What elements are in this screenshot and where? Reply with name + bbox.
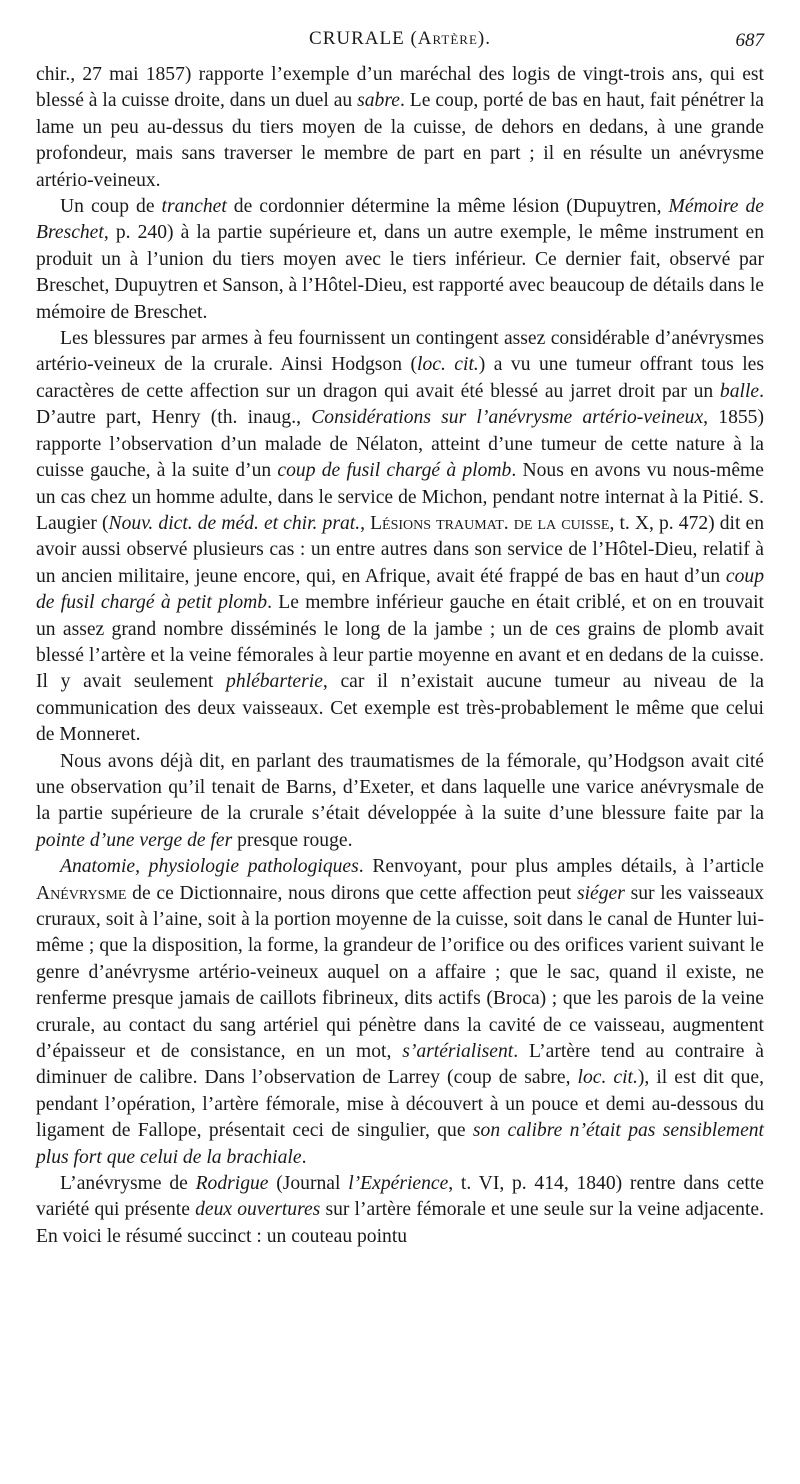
paragraph xyxy=(36,749,764,855)
text-run: , 1855) rapporte l’observation d’un malade de Nélaton, atteint d’une tumeur de cette nature à la cuisse gauche, à la suite d’un xyxy=(36,407,764,482)
small-caps-text: Lésions traumat. de la cuisse xyxy=(370,512,610,534)
text-run: , p. 240) à la partie supérieure et, dans un autre exemple, le même instrument en produit un à l’union du tiers moyen avec le tiers inférieur. Ce dernier fait, observé par Breschet, Dupuytren et Sanson, à l’Hôtel-Dieu, est rapporté avec beaucoup de détails dans le mémoire de Breschet. xyxy=(36,222,764,323)
italic-text: coup de fusil chargé à petit plomb xyxy=(36,565,764,614)
italic-text: Rodrigue xyxy=(195,1173,269,1195)
text-run: sur les vaisseaux cruraux, soit à l’aine, soit à la portion moyenne de la cuisse, soit dans le canal de Hunter lui-même ; que la disposition, la forme, la grandeur de l’orifice ou des orifices varient suivant le genre d’anévrysme artério-veineux auquel on a affaire ; que le sac, quand il existe, ne renferme presque jamais de caillots fibrineux, dits actifs (Broca) ; que les parois de la veine crurale, au contact du sang artériel qui pénètre dans la cavité de ce vaisseau, augmentent d’épaisseur et de consistance, en un mot, xyxy=(36,882,764,1063)
text-run: Les blessures par armes à feu fournissent un contingent assez considérable d’anévrysmes artério-veineux de la crurale. Ainsi Hodgson ( xyxy=(36,328,764,376)
text-run: (Journal xyxy=(268,1173,349,1195)
italic-text: balle xyxy=(719,380,760,402)
text-run: . Le coup, porté de bas en haut, fait pénétrer la lame un peu au-dessus du tiers moyen de la cuisse, de dehors en dedans, à une grande profondeur, mais sans traverser le membre de part en part ; il en résulte un anévrysme artério-veineux. xyxy=(36,90,765,191)
text-run: . Renvoyant, pour plus amples détails, à l’article xyxy=(358,856,764,878)
italic-text: Mémoire de Breschet xyxy=(36,196,764,244)
italic-text: son calibre n’était pas sensiblement plus fort que celui de la brachiale xyxy=(36,1120,765,1168)
text-run: Un coup de xyxy=(60,196,162,218)
text-run: ), il est dit que, pendant l’opération, l’artère fémorale, mise à découvert à un pouce et demi au-dessous du ligament de Fallope, présentait ceci de singulier, que xyxy=(36,1067,764,1142)
paragraph xyxy=(36,854,764,1171)
text-run: , xyxy=(360,512,371,534)
italic-text: phlébarterie xyxy=(226,671,323,693)
italic-text: loc. cit. xyxy=(417,354,479,376)
italic-text: Nouv. dict. de méd. et chir. prat. xyxy=(108,512,361,534)
italic-text: pointe d’une verge de fer xyxy=(36,829,233,851)
paragraph xyxy=(36,326,764,749)
paragraph xyxy=(36,1171,764,1250)
running-head-subtitle: (Artère). xyxy=(410,28,491,49)
text-run: ) a vu une tumeur offrant tous les caractères de cette affection sur un dragon qui avait été blessé au jarret droit par un xyxy=(36,354,764,402)
italic-text: coup de fusil chargé à plomb xyxy=(277,460,512,482)
body-text xyxy=(36,62,764,1250)
text-run: . D’autre part, Henry (th. inaug., xyxy=(36,380,764,429)
text-run: , car il n’existait aucune tumeur au niveau de la communication des deux vaisseaux. Cet exemple est très-probablement le même que celui de Monneret. xyxy=(36,671,765,746)
book-page xyxy=(36,28,764,1250)
text-run: L’anévrysme de xyxy=(60,1173,196,1195)
text-run: chir., 27 mai 1857) rapporte l’exemple d’un maréchal des logis de vingt-trois ans, qui est blessé à la cuisse droite, dans un duel au xyxy=(36,64,764,112)
italic-text: Considérations sur l’anévrysme artério-veineux xyxy=(311,407,704,429)
text-run: , t. X, p. 472) dit en avoir aussi observé plusieurs cas : un entre autres dans son service de l’Hôtel-Dieu, relatif à un ancien militaire, jeune encore, qui, en Afrique, avait été frappé de bas en haut d’un xyxy=(36,512,765,587)
text-run: de ce Dictionnaire, nous dirons que cette affection peut xyxy=(126,882,577,904)
text-run: . Le membre inférieur gauche en était criblé, et on en trouvait un assez grand nombre disséminés le long de la jambe ; un de ces grains de plomb avait blessé l’artère et la veine fémorales à leur partie moyenne en avant et en dedans de la cuisse. Il y avait seulement xyxy=(36,592,764,693)
text-run: sur l’artère fémorale et une seule sur la veine adjacente. En voici le résumé succinct : un couteau pointu xyxy=(36,1199,764,1247)
running-head-title: CRURALE xyxy=(309,28,405,49)
italic-text: Anatomie, physiologie pathologiques xyxy=(60,856,359,878)
italic-text: s’artérialisent xyxy=(402,1041,514,1063)
italic-text: tranchet xyxy=(161,196,227,218)
paragraph xyxy=(36,62,764,194)
italic-text: deux ouvertures xyxy=(195,1199,321,1221)
page-header xyxy=(36,28,764,62)
text-run: , t. VI, p. 414, 1840) rentre dans cette variété qui présente xyxy=(36,1173,764,1221)
text-run: Nous avons déjà dit, en parlant des traumatismes de la fémorale, qu’Hodgson avait cité une observation qu’il tenait de Barns, d’Exeter, et dans laquelle une varice anévrysmale de la partie supérieure de la crurale s’était développée à la suite d’une blessure faite par la xyxy=(36,750,764,825)
italic-text: sabre xyxy=(357,90,400,112)
italic-text: siéger xyxy=(576,882,625,904)
text-run: de cordonnier détermine la même lésion (Dupuytren, xyxy=(226,196,669,218)
text-run: . xyxy=(301,1146,307,1168)
italic-text: l’Expérience xyxy=(348,1173,449,1195)
paragraph xyxy=(36,194,764,326)
page-number: 687 xyxy=(735,30,764,51)
italic-text: loc. cit. xyxy=(577,1067,638,1089)
text-run: . L’artère tend au contraire à diminuer de calibre. Dans l’observation de Larrey (coup de sabre, xyxy=(36,1041,764,1089)
running-head xyxy=(36,28,764,50)
text-run: . Nous en avons vu nous-même un cas chez un homme adulte, dans le service de Michon, pendant notre internat à la Pitié. S. Laugier ( xyxy=(36,460,764,534)
text-run: presque rouge. xyxy=(232,829,353,851)
small-caps-text: Anévrysme xyxy=(36,882,127,904)
